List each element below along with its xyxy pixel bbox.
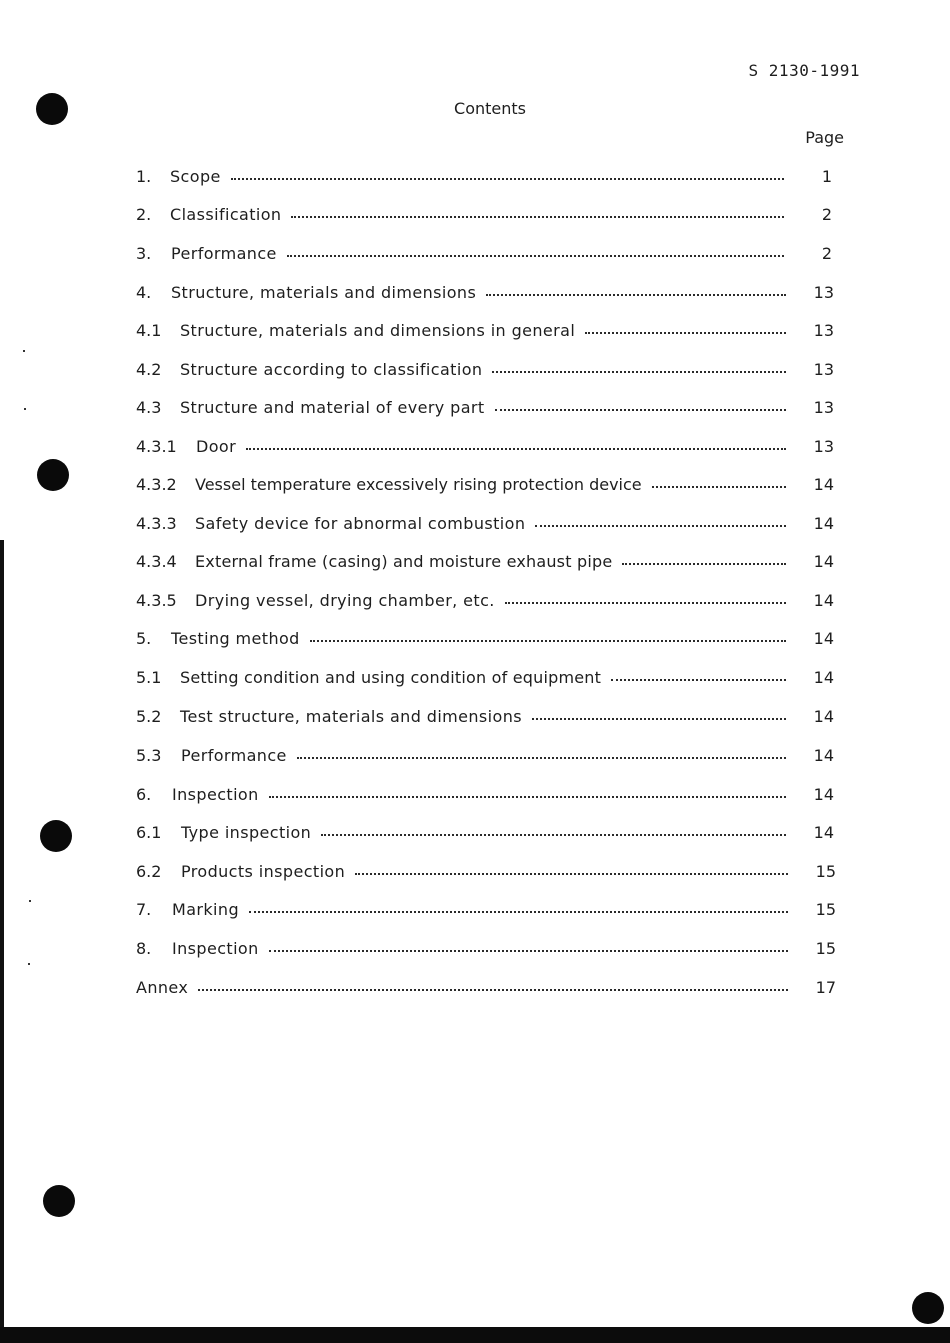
toc-number: 5.3 bbox=[136, 746, 162, 765]
toc-number: 4.3.5 bbox=[136, 591, 177, 610]
toc-entry bbox=[136, 282, 834, 306]
page-title: Contents bbox=[454, 99, 526, 118]
toc-page-number: 14 bbox=[813, 785, 834, 804]
punch-hole bbox=[40, 820, 72, 852]
dot-leader bbox=[269, 936, 788, 952]
punch-hole bbox=[912, 1292, 944, 1324]
toc-label: Performance bbox=[171, 244, 277, 263]
toc-number: 4.3.1 bbox=[136, 437, 177, 456]
toc-page-number: 2 bbox=[821, 205, 832, 224]
dot-leader bbox=[249, 897, 788, 913]
toc-entry bbox=[136, 590, 834, 614]
toc-number: 6. bbox=[136, 785, 152, 804]
punch-hole bbox=[36, 93, 68, 125]
toc-page-number: 13 bbox=[813, 321, 834, 340]
dot-leader bbox=[585, 318, 786, 334]
toc-label: Vessel temperature excessively rising protection device bbox=[195, 475, 642, 494]
toc-label: Performance bbox=[181, 746, 287, 765]
scan-bottom-edge bbox=[0, 1327, 950, 1343]
document-id: S 2130-1991 bbox=[748, 61, 860, 80]
toc-page-number: 14 bbox=[813, 514, 834, 533]
toc-label: External frame (casing) and moisture exhaust pipe bbox=[195, 552, 613, 571]
toc-label: Scope bbox=[170, 167, 221, 186]
toc-entry bbox=[136, 784, 834, 808]
toc-page-number: 1 bbox=[821, 167, 832, 186]
toc-number: 4.1 bbox=[136, 321, 162, 340]
dot-leader bbox=[269, 782, 786, 798]
toc-number: 4.3.2 bbox=[136, 475, 177, 494]
toc-entry bbox=[136, 513, 834, 537]
toc-entry bbox=[136, 551, 834, 575]
toc-entry bbox=[136, 397, 834, 421]
dot-leader bbox=[495, 395, 786, 411]
toc-page-number: 13 bbox=[813, 437, 834, 456]
toc-label: Type inspection bbox=[181, 823, 312, 842]
toc-label: Test structure, materials and dimensions bbox=[180, 707, 522, 726]
dot-leader bbox=[291, 202, 784, 218]
page-column-header: Page bbox=[805, 128, 844, 147]
toc-label: Annex bbox=[136, 978, 189, 997]
toc-number: 4.3.4 bbox=[136, 552, 177, 571]
toc-label: Inspection bbox=[172, 785, 259, 804]
dot-leader bbox=[622, 549, 786, 565]
toc-page-number: 13 bbox=[813, 398, 834, 417]
toc-number: 5. bbox=[136, 629, 152, 648]
dot-leader bbox=[486, 280, 786, 296]
scan-speck bbox=[28, 963, 30, 965]
toc-number: 4. bbox=[136, 283, 152, 302]
toc-label: Structure, materials and dimensions bbox=[171, 283, 477, 302]
toc-entry bbox=[136, 745, 834, 769]
scan-speck bbox=[24, 408, 26, 410]
toc-number: 8. bbox=[136, 939, 152, 958]
toc-number: 5.2 bbox=[136, 707, 162, 726]
toc-entry bbox=[136, 667, 834, 691]
toc-entry bbox=[136, 822, 834, 846]
punch-hole bbox=[43, 1185, 75, 1217]
toc-number: 5.1 bbox=[136, 668, 162, 687]
scan-speck bbox=[29, 900, 31, 902]
scan-speck bbox=[23, 350, 25, 352]
toc-label: Testing method bbox=[171, 629, 300, 648]
toc-label: Structure according to classification bbox=[180, 360, 483, 379]
dot-leader bbox=[231, 164, 784, 180]
toc-page-number: 15 bbox=[815, 862, 836, 881]
dot-leader bbox=[321, 820, 786, 836]
toc-page-number: 15 bbox=[815, 900, 836, 919]
toc-entry bbox=[136, 436, 834, 460]
toc-label: Structure and material of every part bbox=[180, 398, 485, 417]
toc-page-number: 14 bbox=[813, 552, 834, 571]
toc-entry bbox=[136, 977, 836, 1001]
toc-page-number: 2 bbox=[821, 244, 832, 263]
dot-leader bbox=[198, 975, 788, 991]
dot-leader bbox=[652, 472, 786, 488]
toc-number: 4.2 bbox=[136, 360, 162, 379]
toc-label: Door bbox=[196, 437, 237, 456]
dot-leader bbox=[246, 434, 786, 450]
toc-number: 7. bbox=[136, 900, 152, 919]
toc-label: Inspection bbox=[172, 939, 259, 958]
toc-entry bbox=[136, 861, 836, 885]
toc-number: 4.3 bbox=[136, 398, 162, 417]
toc-label: Structure, materials and dimensions in general bbox=[180, 321, 576, 340]
toc-entry bbox=[136, 899, 836, 923]
toc-page-number: 15 bbox=[815, 939, 836, 958]
toc-entry bbox=[136, 938, 836, 962]
toc-page-number: 14 bbox=[813, 629, 834, 648]
dot-leader bbox=[611, 665, 786, 681]
toc-entry bbox=[136, 243, 832, 267]
dot-leader bbox=[492, 357, 786, 373]
toc-number: 6.2 bbox=[136, 862, 162, 881]
toc-page-number: 13 bbox=[813, 360, 834, 379]
dot-leader bbox=[532, 704, 786, 720]
toc-entry bbox=[136, 320, 834, 344]
toc-entry bbox=[136, 166, 832, 190]
toc-number: 4.3.3 bbox=[136, 514, 177, 533]
toc-label: Marking bbox=[172, 900, 239, 919]
toc-page-number: 14 bbox=[813, 591, 834, 610]
toc-number: 2. bbox=[136, 205, 152, 224]
dot-leader bbox=[505, 588, 786, 604]
toc-page-number: 13 bbox=[813, 283, 834, 302]
toc-page-number: 14 bbox=[813, 746, 834, 765]
dot-leader bbox=[287, 241, 784, 257]
toc-number: 3. bbox=[136, 244, 152, 263]
dot-leader bbox=[297, 743, 786, 759]
toc-page-number: 17 bbox=[815, 978, 836, 997]
toc-page-number: 14 bbox=[813, 823, 834, 842]
toc-page-number: 14 bbox=[813, 475, 834, 494]
scan-left-edge bbox=[0, 540, 4, 1343]
toc-label: Drying vessel, drying chamber, etc. bbox=[195, 591, 495, 610]
toc-entry bbox=[136, 204, 832, 228]
dot-leader bbox=[310, 626, 786, 642]
dot-leader bbox=[535, 511, 786, 527]
toc-page-number: 14 bbox=[813, 668, 834, 687]
toc-entry bbox=[136, 359, 834, 383]
toc-page-number: 14 bbox=[813, 707, 834, 726]
toc-label: Classification bbox=[170, 205, 282, 224]
punch-hole bbox=[37, 459, 69, 491]
toc-label: Setting condition and using condition of equipment bbox=[180, 668, 602, 687]
toc-entry bbox=[136, 474, 834, 498]
toc-entry bbox=[136, 628, 834, 652]
toc-number: 6.1 bbox=[136, 823, 162, 842]
toc-entry bbox=[136, 706, 834, 730]
toc-number: 1. bbox=[136, 167, 152, 186]
toc-label: Products inspection bbox=[181, 862, 346, 881]
toc-label: Safety device for abnormal combustion bbox=[195, 514, 526, 533]
dot-leader bbox=[355, 859, 788, 875]
